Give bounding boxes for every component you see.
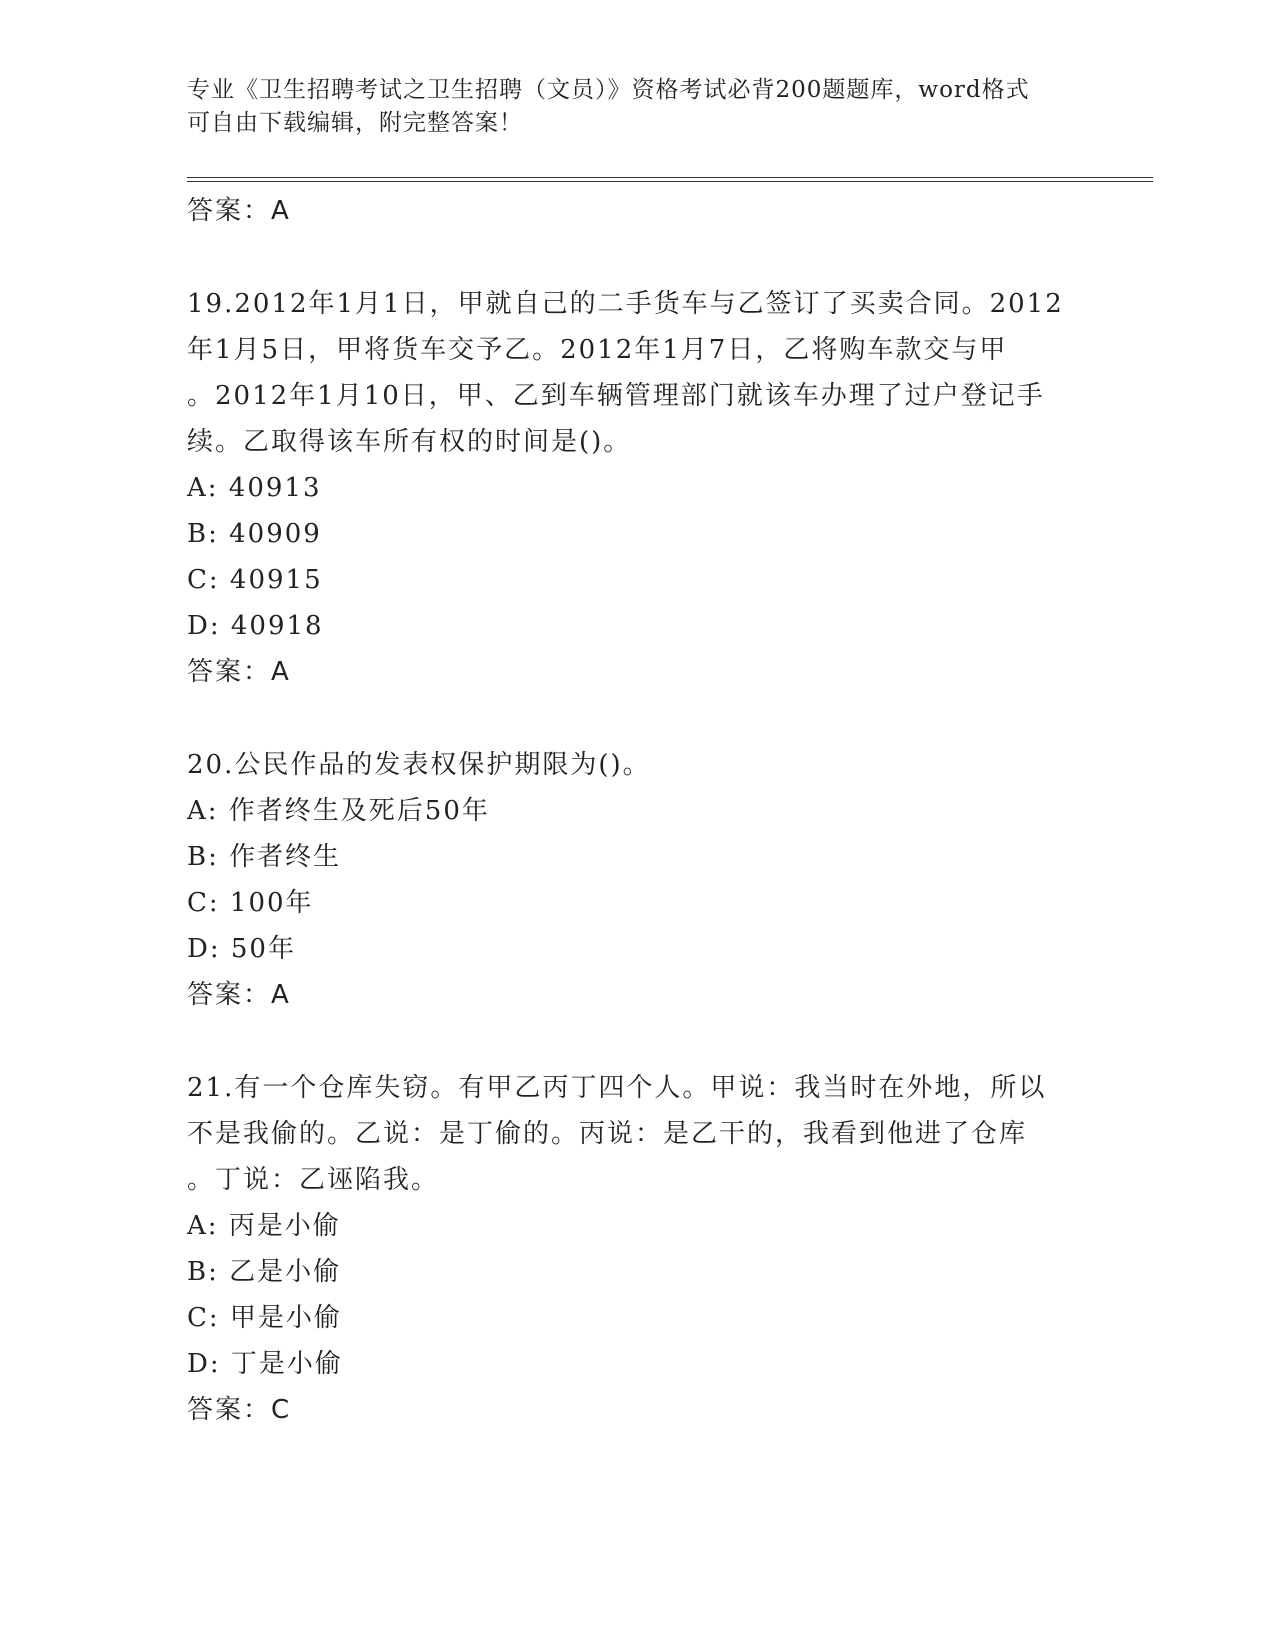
question-text-line: 年1月5日，甲将货车交予乙。2012年1月7日，乙将购车款交与甲 [187,335,1008,365]
option-d: D: 40918 [187,611,324,641]
question-text-line: 20.公民作品的发表权保护期限为()。 [187,750,651,780]
header-divider-top [187,177,1153,178]
question-text-line: 21.有一个仓库失窃。有甲乙丙丁四个人。甲说：我当时在外地，所以 [187,1073,1047,1103]
question-text-line: 19.2012年1月1日，甲就自己的二手货车与乙签订了买卖合同。2012 [187,289,1064,319]
option-a: A: 作者终生及死后50年 [187,796,490,826]
question-19 [187,281,1087,695]
option-d: D: 丁是小偷 [187,1349,343,1379]
option-b: B: 乙是小偷 [187,1257,342,1287]
spacer [187,234,1087,281]
question-text-line: 。丁说：乙诬陷我。 [187,1165,440,1195]
question-text-line: 。2012年1月10日，甲、乙到车辆管理部门就该车办理了过户登记手 [187,381,1045,411]
option-c: C: 甲是小偷 [187,1303,342,1333]
answer: 答案：A [187,980,291,1010]
option-c: C: 100年 [187,888,314,918]
header-divider-bottom [187,181,1153,182]
option-d: D: 50年 [187,934,296,964]
header-title-line-2: 可自由下载编辑，附完整答案！ [187,110,523,136]
question-21 [187,1065,1087,1433]
question-text-line: 续。乙取得该车所有权的时间是()。 [187,427,632,457]
spacer [187,695,1087,742]
option-c: C: 40915 [187,565,323,595]
document-header [187,74,1067,140]
question-20 [187,742,1087,1018]
previous-answer: 答案：A [187,196,291,226]
answer: 答案：A [187,657,291,687]
question-text-line: 不是我偷的。乙说：是丁偷的。丙说：是乙干的，我看到他进了仓库 [187,1119,1028,1149]
option-a: A: 丙是小偷 [187,1211,341,1241]
answer: 答案：C [187,1395,292,1425]
option-b: B: 作者终生 [187,842,342,872]
header-title-line-1: 专业《卫生招聘考试之卫生招聘（文员）》资格考试必背200题题库，word格式 [187,77,1030,103]
option-b: B: 40909 [187,519,322,549]
spacer [187,1018,1087,1065]
option-a: A: 40913 [187,473,322,503]
question-list [187,188,1087,1433]
